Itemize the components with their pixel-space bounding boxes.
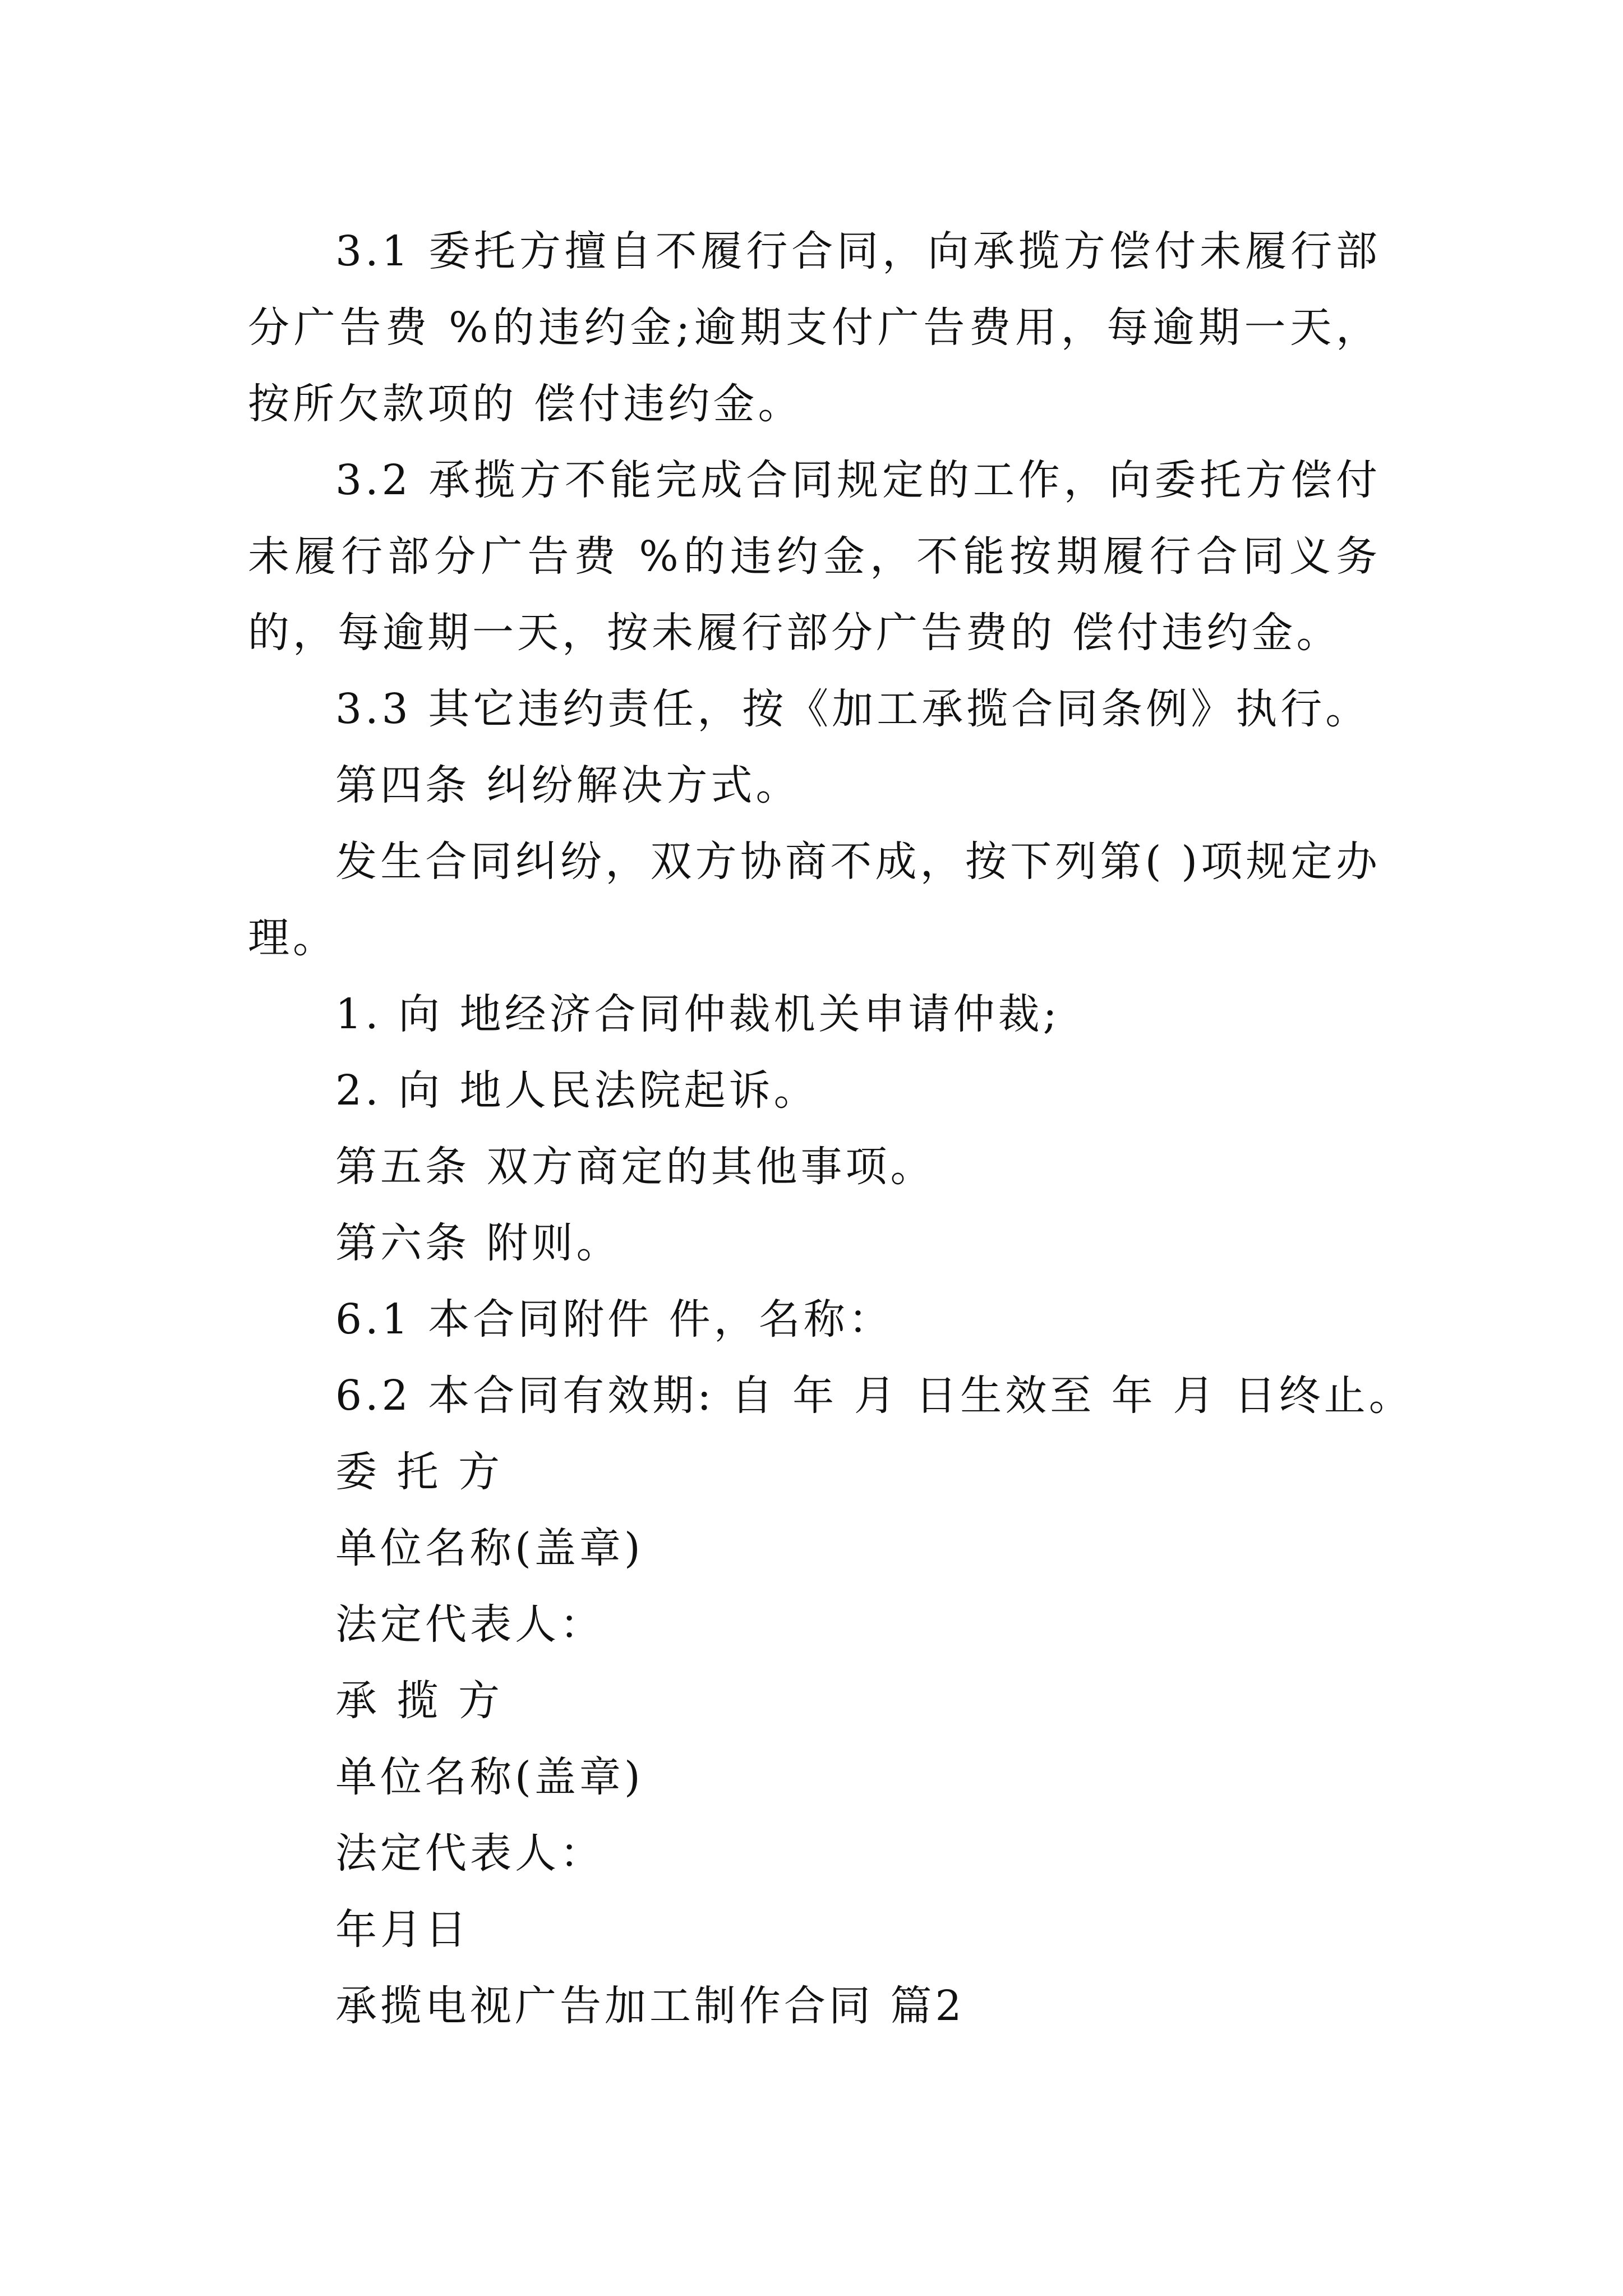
clause-6-1: 6.1 本合同附件 件，名称：	[335, 1295, 893, 1343]
option-arbitration: 1. 向 地经济合同仲裁机关申请仲裁;	[335, 990, 1061, 1038]
article-5-title: 第五条 双方商定的其他事项。	[335, 1143, 935, 1191]
article-4-text: 发生合同纠纷，双方协商不成，按下列第( )项规定办理。	[248, 838, 1381, 962]
clause-6-2: 6.2 本合同有效期: 自 年 月 日生效至 年 月 日终止。	[335, 1372, 1414, 1420]
clause-3-3: 3.3 其它违约责任，按《加工承揽合同条例》执行。	[335, 685, 1371, 733]
client-unit-name: 单位名称(盖章)	[335, 1524, 644, 1572]
contractor-label: 承 揽 方	[335, 1677, 504, 1725]
client-legal-rep: 法定代表人：	[335, 1600, 605, 1649]
option-court: 2. 向 地人民法院起诉。	[335, 1066, 819, 1115]
date-line: 年月日	[335, 1906, 470, 1954]
document-body	[248, 213, 1414, 2044]
next-contract-heading: 承揽电视广告加工制作合同 篇2	[335, 1982, 965, 2030]
contractor-unit-name: 单位名称(盖章)	[335, 1753, 644, 1801]
contractor-legal-rep: 法定代表人：	[335, 1829, 605, 1878]
client-label: 委 托 方	[335, 1448, 504, 1496]
article-4-title: 第四条 纠纷解决方式。	[335, 761, 801, 809]
article-6-title: 第六条 附则。	[335, 1219, 621, 1267]
clause-3-2: 3.2 承揽方不能完成合同规定的工作，向委托方偿付未履行部分广告费 %的违约金，不能按期履行合同义务的，每逾期一天，按未履行部分广告费的 偿付违约金。	[248, 456, 1381, 657]
clause-3-1: 3.1 委托方擅自不履行合同，向承揽方偿付未履行部分广告费 %的违约金;逾期支付广告费用，每逾期一天，按所欠款项的 偿付违约金。	[248, 227, 1381, 428]
